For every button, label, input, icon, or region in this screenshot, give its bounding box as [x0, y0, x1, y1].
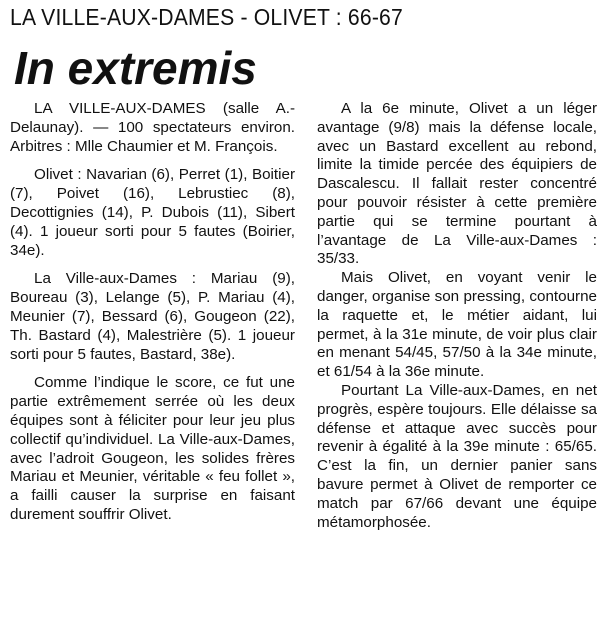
right-column — [317, 100, 597, 532]
olivet-comeback-paragraph: Mais Olivet, en voyant venir le danger, organise son pressing, contourne la raquette et, le métier aidant, lui permet, à la 31e minute, de voir plus clair en menant 54/45, 57/50 à la 34e minute, et 61/54 à la 36e minute. — [317, 269, 597, 381]
article-headline: In extremis — [14, 42, 257, 94]
final-minutes-paragraph: Pourtant La Ville-aux-Dames, en net progrès, espère toujours. Elle délaisse sa défense et attaque avec succès pour revenir à égalité à la 39e minute : 65/65. C’est la fin, un dernier panier sans bavure permet à Olivet de remporter ce match par 67/66 devant une équipe métamorphosée. — [317, 381, 597, 531]
summary-paragraph: Comme l’indique le score, ce fut une partie extrêmement serrée où les deux équipes sont à féliciter pour leur jeu plus collectif qu’individuel. La Ville-aux-Dames, avec l’adroit Gougeon, les solides frères Mariau et Meunier, véritable « feu follet », a failli causer la surprise en faisant durement souffrir Olivet. — [10, 374, 295, 523]
venue-paragraph: LA VILLE-AUX-DAMES (salle A.-Delaunay). — 100 spectateurs environ. Arbitres : Mlle Chaumier et M. François. — [10, 100, 295, 155]
left-column — [10, 100, 295, 525]
first-half-paragraph: A la 6e minute, Olivet a un léger avantage (9/8) mais la défense locale, avec un Bastard excellent au rebond, limite la timide percée des équipiers de Dascalescu. Il fallait rester concentré pour pouvoir résister à cette première partie qui se termine pourtant à l’avantage de La Ville-aux-Dames : 35/33. — [317, 100, 597, 268]
match-score-kicker: LA VILLE-AUX-DAMES - OLIVET : 66-67 — [10, 4, 403, 30]
olivet-lineup-paragraph: Olivet : Navarian (6), Perret (1), Boitier (7), Poivet (16), Lebrustiec (8), Decottignies (14), P. Dubois (11), Sibert (4). 1 joueur sorti pour 5 fautes (Boirier, 34e). — [10, 166, 295, 259]
ville-aux-dames-lineup-paragraph: La Ville-aux-Dames : Mariau (9), Boureau (3), Lelange (5), P. Mariau (4), Meunier (7), Bessard (6), Gougeon (22), Th. Bastard (4), Malestrière (5). 1 joueur sorti pour 5 fautes, Bastard, 38e). — [10, 270, 295, 363]
